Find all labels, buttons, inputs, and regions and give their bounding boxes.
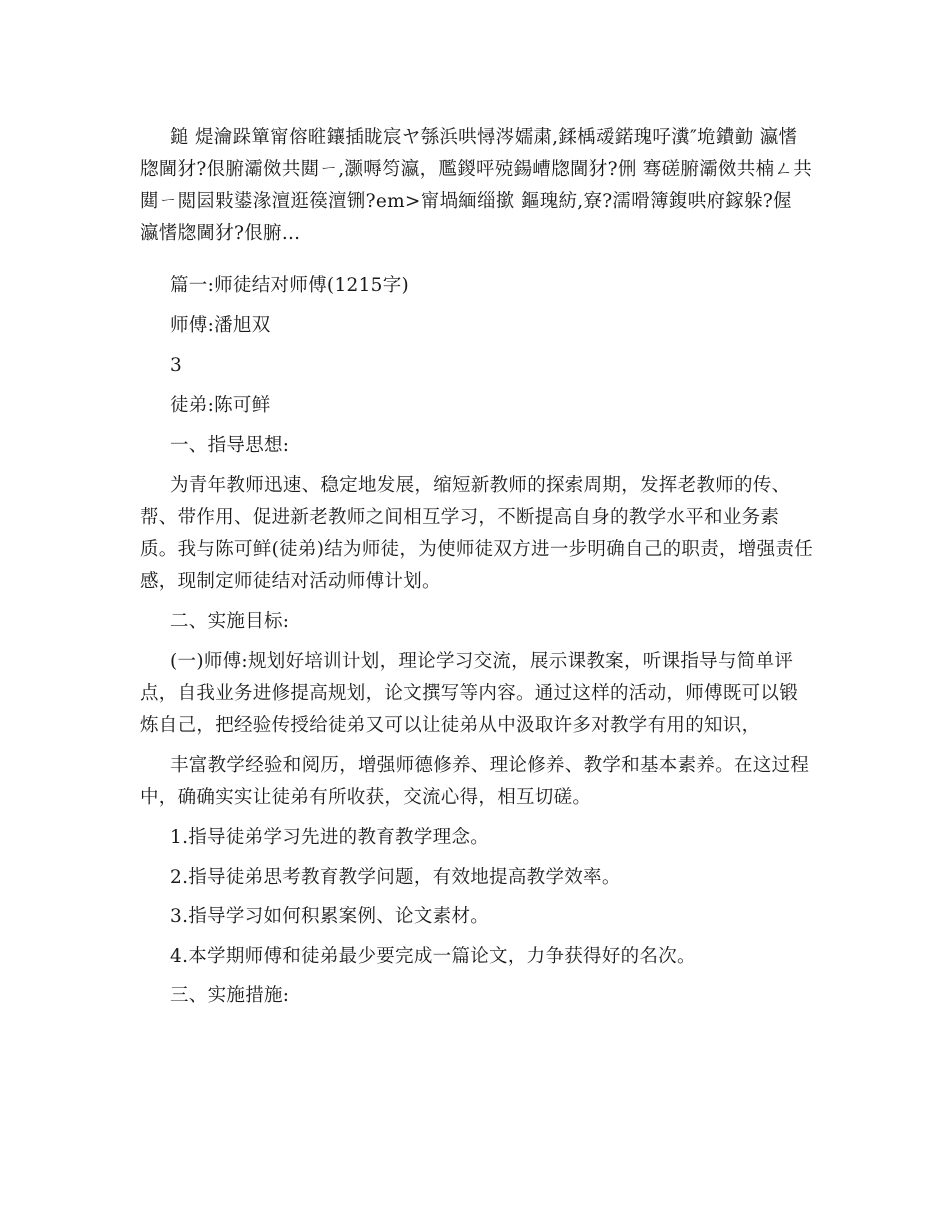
section-2-body-2: 丰富教学经验和阅历，增强师德修养、理论修养、教学和基本素养。在这过程中，确确实实让徒弟有所收获，交流心得，相互切磋。	[140, 755, 810, 808]
list-item: 2.指导徒弟思考教育教学问题，有效地提高教学效率。	[170, 866, 621, 888]
mentor-line: 师傅:潘旭双	[170, 315, 271, 336]
number-line: 3	[170, 355, 183, 376]
list-item: 4.本学期师傅和徒弟最少要完成一篇论文，力争获得好的名次。	[170, 945, 696, 967]
section-2-body-1: (一)师傅:规划好培训计划，理论学习交流，展示课教案，听课指导与简单评点，自我业务进修提高规划，论文撰写等内容。通过这样的活动，师傅既可以锻炼自己，把经验传授给徒弟又可以让徒弟从中汲取许多对教学有用的知识，	[140, 651, 799, 736]
section-3-title: 三、实施措施:	[170, 985, 290, 1006]
list-item: 3.指导学习如何积累案例、论文素材。	[170, 906, 490, 927]
list-item: 1.指导徒弟学习先进的教育教学理念。	[170, 827, 490, 848]
apprentice-line: 徒弟:陈可鲜	[170, 395, 271, 416]
section-1-title: 一、指导思想:	[170, 435, 290, 456]
section-2-title: 二、实施目标:	[170, 611, 290, 632]
article-heading: 篇一:师徒结对师傅(1215字)	[170, 275, 410, 296]
section-1-body: 为青年教师迅速、稳定地发展，缩短新教师的探索周期，发挥老教师的传、帮、带作用、促进新老教师之间相互学习，不断提高自身的教学水平和业务素质。我与陈可鲜(徒弟)结为师徒，为使师徒双方进一步明确自己的职责，增强责任感，现制定师徒结对活动师傅计划。	[140, 475, 814, 592]
garbled-intro-paragraph: 鎚 煶瀹跺簞甯傛暀鑲插眬宸ヤ綔浜哄憳涔嬬粛,鍒楀叆鍩瑰吇瀵″垝鐨勭 瀛愭牎閫犲?佷腑灞傚共閮ㄧ,灏嗕笉瀛，尶鍐呯殑鍚嶆牎閫犲?侀 骞磋腑灞傚共楠ㄥ共閮ㄧ閲囩敤鍙湪澶逛篌澶铏?em>甯堝緬缁撳 鏂瑰紡,寮?濡嗗簿鍑哄府鎵躲?偓 瀛愭牎閫犲?佷腑...	[140, 127, 813, 244]
